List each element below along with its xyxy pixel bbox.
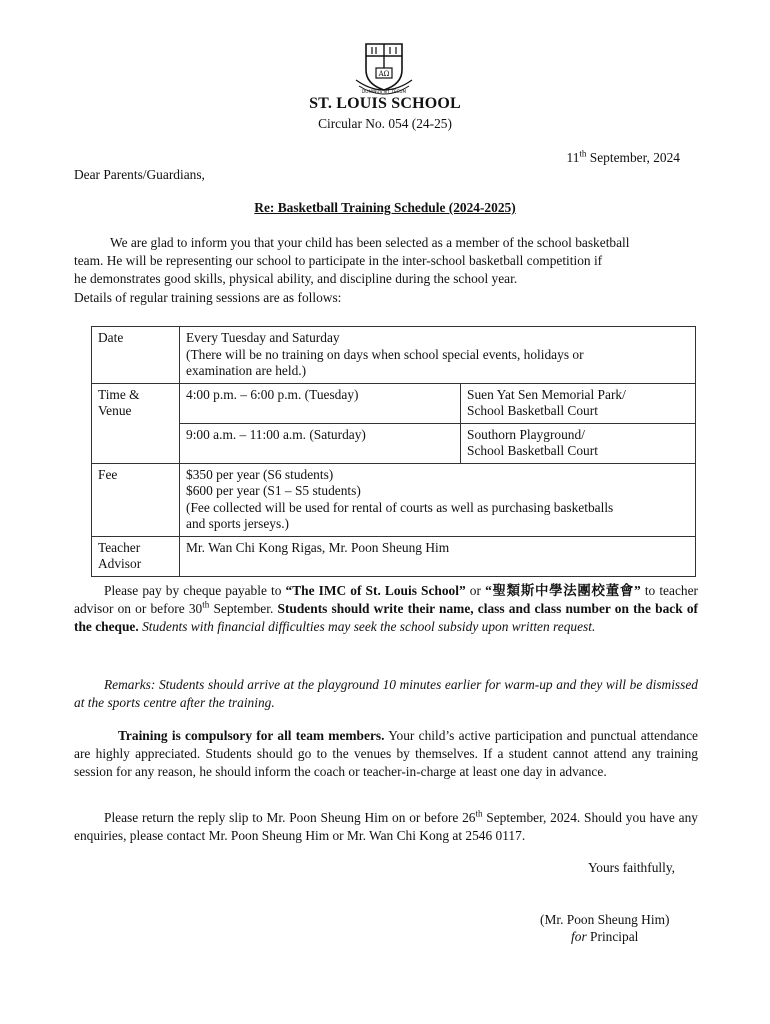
training-schedule-table xyxy=(91,326,696,577)
tuesday-time: 4:00 p.m. – 6:00 p.m. (Tuesday) xyxy=(180,383,461,423)
table-row-fee xyxy=(92,463,696,536)
letter-date: 11th September, 2024 xyxy=(566,148,680,165)
training-paragraph: Training is compulsory for all team members. Your child’s active participation and punctual attendance are highly appreciated. Students should go to the venues by themselves. If a student cannot attend any training session for any reason, he should inform the coach or teacher-in-charge at least one day in advance. xyxy=(74,728,698,779)
intro-paragraph: We are glad to inform you that your child has been selected as a member of the school basketball team. He will be representing our school to participate in the inter-school basketball competition if he demonstrates good skills, physical ability, and discipline during the school year. xyxy=(74,235,630,286)
reply-paragraph: Please return the reply slip to Mr. Poon Sheung Him on or before 26th September, 2024. Should you have any enquiries, please contact Mr. Poon Sheung Him or Mr. Wan Chi Kong at 2546 0117. xyxy=(74,808,698,843)
signer-name: (Mr. Poon Sheung Him) xyxy=(540,912,670,927)
subject-line: Re: Basketball Training Schedule (2024-2025) xyxy=(254,200,516,215)
date-value: Every Tuesday and Saturday (There will be no training on days when school special events, holidays or examination are held.) xyxy=(180,327,696,384)
advisor-value: Mr. Wan Chi Kong Rigas, Mr. Poon Sheung Him xyxy=(180,536,696,576)
remarks-paragraph: Remarks: Students should arrive at the playground 10 minutes earlier for warm-up and they will be dismissed at the sports centre after the training. xyxy=(74,677,698,710)
saturday-venue: Southorn Playground/ School Basketball Court xyxy=(461,423,696,463)
fee-label: Fee xyxy=(92,463,180,536)
closing: Yours faithfully, xyxy=(587,860,675,875)
signer-title: for Principal xyxy=(571,929,639,944)
signature-block xyxy=(540,911,669,945)
advisor-label: Teacher Advisor xyxy=(92,536,180,576)
table-row-tuesday xyxy=(92,383,696,423)
school-crest-logo xyxy=(352,40,416,96)
svg-text:DOMINUS SIT TECUM: DOMINUS SIT TECUM xyxy=(361,89,407,94)
date-label: Date xyxy=(92,327,180,384)
table-row-advisor xyxy=(92,536,696,576)
fee-value: $350 per year (S6 students) $600 per year (S1 – S5 students) (Fee collected will be used for rental of courts as well as purchasing basketballs and sports jerseys.) xyxy=(180,463,696,536)
salutation: Dear Parents/Guardians, xyxy=(74,167,205,182)
payment-paragraph: Please pay by cheque payable to “The IMC of St. Louis School” or “聖類斯中學法團校董會” to teacher advisor on or before 30th September. Students should write their name, class and class number on the back of the cheque. Students with financial difficulties may seek the school subsidy upon written request. xyxy=(74,583,698,634)
saturday-time: 9:00 a.m. – 11:00 a.m. (Saturday) xyxy=(180,423,461,463)
details-heading: Details of regular training sessions are as follows: xyxy=(74,290,342,305)
svg-text:AΩ: AΩ xyxy=(378,70,390,78)
table-row-date xyxy=(92,327,696,384)
circular-number: Circular No. 054 (24-25) xyxy=(318,116,452,131)
table-row-saturday xyxy=(92,423,696,463)
time-venue-label: Time & Venue xyxy=(92,383,180,463)
tuesday-venue: Suen Yat Sen Memorial Park/ School Basketball Court xyxy=(461,383,696,423)
school-name: ST. LOUIS SCHOOL xyxy=(309,95,461,112)
